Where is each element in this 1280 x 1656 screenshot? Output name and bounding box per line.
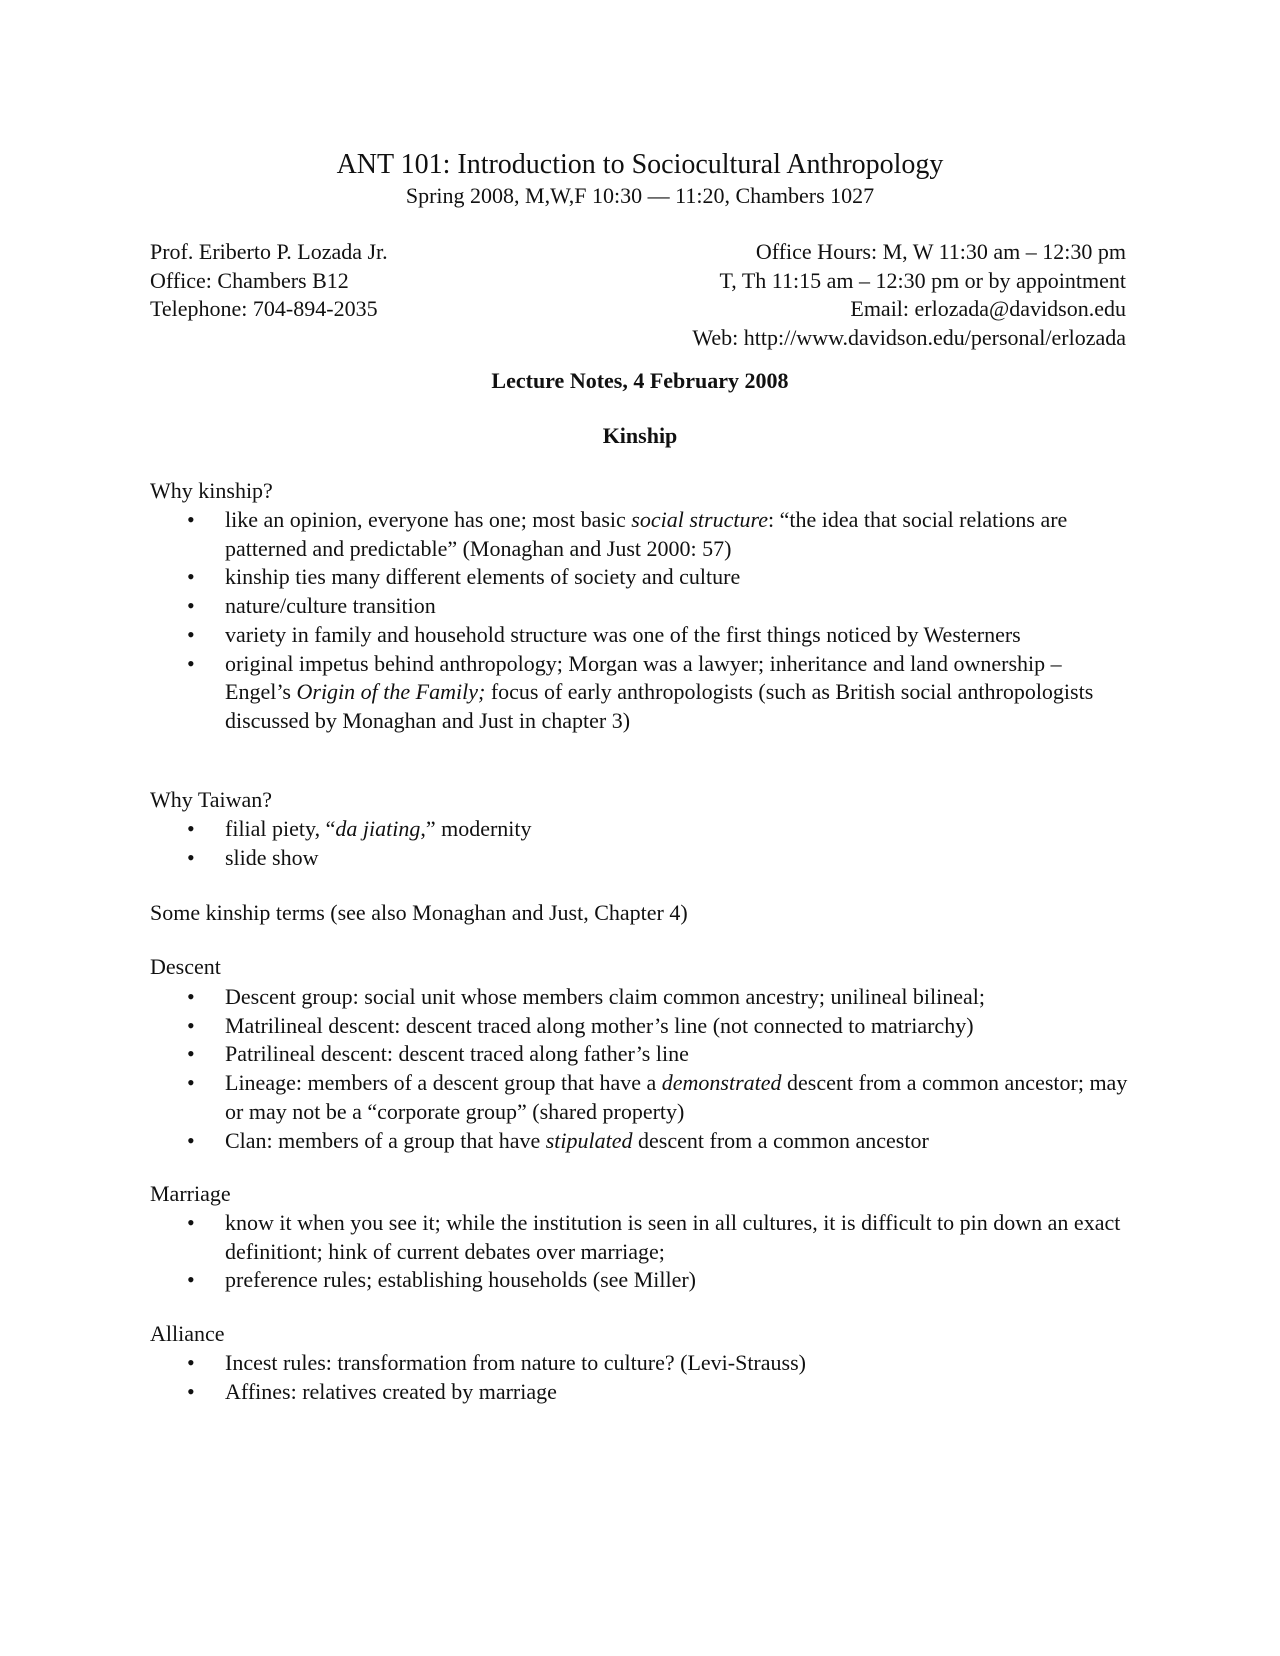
lecture-heading: Lecture Notes, 4 February 2008 <box>491 368 789 393</box>
list-item <box>150 815 1130 844</box>
list-item <box>150 844 1130 873</box>
list-item <box>150 621 1130 650</box>
course-title: ANT 101: Introduction to Sociocultural Anthropology <box>336 149 944 180</box>
list-item <box>150 1127 1130 1156</box>
office-hours-line-1: Office Hours: M, W 11:30 am – 12:30 pm <box>755 239 1126 264</box>
list-item <box>150 1349 1130 1378</box>
item-text: focus of early anthropologists (such as British social anthropologists discussed by Monaghan and Just in chapter 3) <box>225 679 1094 733</box>
item-text: Incest rules: transformation from nature to culture? (Levi-Strauss) <box>225 1350 806 1375</box>
instructor-web: Web: http://www.davidson.edu/personal/erlozada <box>692 325 1126 351</box>
list-item <box>150 1040 1130 1069</box>
descent-list <box>150 983 1130 1155</box>
item-text: original impetus behind anthropology; Morgan was a lawyer; inheritance and land ownership – Engel’s <box>225 650 1062 705</box>
kinship-terms-intro: Some kinship terms (see also Monaghan and Just, Chapter 4) <box>150 900 688 925</box>
why-taiwan-list <box>150 815 1130 872</box>
list-item <box>150 1209 1130 1266</box>
item-text: slide show <box>225 844 319 870</box>
item-text: like an opinion, everyone has one; most basic <box>225 507 632 532</box>
instructor-email: Email: erlozada@davidson.edu <box>850 296 1126 322</box>
item-text: variety in family and household structure was one of the first things noticed by Westerners <box>225 621 1021 647</box>
list-item <box>150 650 1130 736</box>
section-heading-why-kinship: Why kinship? <box>150 478 273 503</box>
section-heading-alliance: Alliance <box>150 1321 225 1346</box>
instructor-telephone: Telephone: 704-894-2035 <box>150 296 378 322</box>
emphasized-text: Origin of the Family; <box>296 679 486 705</box>
section-heading-marriage: Marriage <box>150 1181 231 1206</box>
section-heading-why-taiwan: Why Taiwan? <box>150 787 273 812</box>
item-text: Affines: relatives created by marriage <box>225 1378 557 1404</box>
instructor-hours <box>692 238 1126 353</box>
item-text: Lineage: members of a descent group that have a <box>225 1070 662 1096</box>
item-text: Patrilineal descent: descent traced along father’s line <box>225 1041 689 1067</box>
list-item <box>150 1266 1130 1295</box>
list-item <box>150 592 1130 621</box>
item-text: filial piety, “ <box>225 816 336 841</box>
alliance-list <box>150 1349 1130 1406</box>
list-item <box>150 1069 1130 1126</box>
item-text: nature/culture transition <box>225 593 436 619</box>
marriage-list <box>150 1209 1130 1295</box>
item-text: Matrilineal descent: descent traced along mother’s line (not connected to matriarchy) <box>225 1012 974 1038</box>
item-text: know it when you see it; while the institution is seen in all cultures, it is difficult to pin down an exact definitiont; hink of current debates over marriage; <box>225 1210 1121 1264</box>
item-text: preference rules; establishing households (see Miller) <box>225 1267 697 1293</box>
instructor-name: Prof. Eriberto P. Lozada Jr. <box>150 239 388 264</box>
emphasized-text: da jiating <box>335 816 421 841</box>
item-text: Clan: members of a group that have <box>225 1127 546 1153</box>
instructor-contact <box>150 238 388 324</box>
list-item <box>150 506 1130 563</box>
item-text: descent from a common ancestor; may or may not be a “corporate group” (shared property) <box>225 1070 1128 1124</box>
lecture-topic: Kinship <box>602 423 678 448</box>
item-text: descent from a common ancestor <box>632 1127 929 1153</box>
item-text: ,” modernity <box>420 816 532 841</box>
list-item <box>150 1378 1130 1407</box>
section-heading-descent: Descent <box>150 954 221 979</box>
list-item <box>150 983 1130 1012</box>
why-kinship-list <box>150 506 1130 736</box>
item-text: Descent group: social unit whose members claim common ancestry; unilineal bilineal; <box>225 984 986 1009</box>
item-text: : “the idea that social relations are patterned and predictable” (Monaghan and Just 2000: 57) <box>225 507 1068 561</box>
course-schedule: Spring 2008, M,W,F 10:30 — 11:20, Chambers 1027 <box>405 183 875 208</box>
list-item <box>150 1012 1130 1041</box>
list-item <box>150 563 1130 592</box>
office-hours-line-2: T, Th 11:15 am – 12:30 pm or by appointment <box>719 267 1126 293</box>
emphasized-text: social structure <box>631 507 768 532</box>
emphasized-text: stipulated <box>545 1127 633 1153</box>
item-text: kinship ties many different elements of society and culture <box>225 564 741 590</box>
emphasized-text: demonstrated <box>661 1070 782 1096</box>
instructor-office: Office: Chambers B12 <box>150 267 349 293</box>
